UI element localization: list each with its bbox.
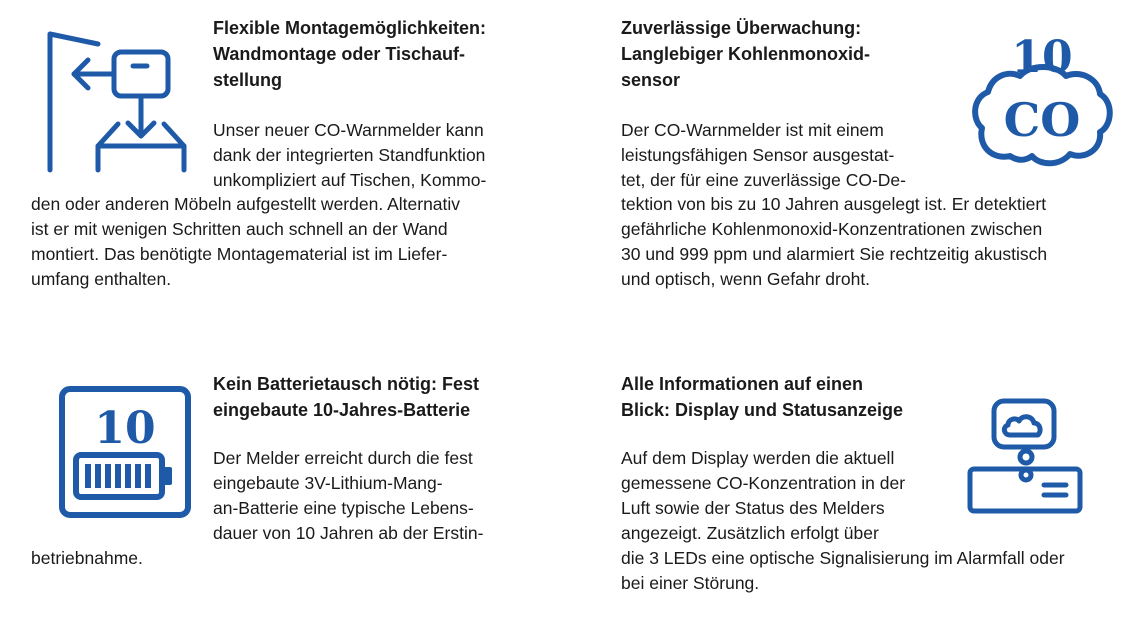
body-line: Auf dem Display werden die aktuell [621, 448, 895, 468]
body-line: tektion von bis zu 10 Jahren ausgelegt ist. Er detektiert [621, 194, 1047, 214]
body-line: tet, der für eine zuverlässige CO-De- [621, 170, 906, 190]
body-line: Unser neuer CO-Warnmelder kann [213, 120, 484, 140]
body-line: Der Melder erreicht durch die fest [213, 448, 473, 468]
section-title-line: Kein Batterietausch nötig: Fest [213, 374, 480, 394]
body-line: die 3 LEDs eine optische Signalisierung im Alarmfall oder [621, 548, 1065, 568]
section-title-line: Alle Informationen auf einen [621, 374, 864, 394]
body-line: und optisch, wenn Gefahr droht. [621, 269, 871, 289]
body-line: ist er mit wenigen Schritten auch schnell an der Wand [31, 219, 448, 239]
section-title-line: Langlebiger Kohlenmonoxid- [621, 44, 871, 64]
co-icon-label: CO [1003, 93, 1081, 147]
body-line: umfang enthalten. [31, 269, 172, 289]
display-status-icon [966, 395, 1086, 517]
body-line: Der CO-Warnmelder ist mit einem [621, 120, 884, 140]
battery-10-years-icon [58, 385, 194, 521]
body-line: unkompliziert auf Tischen, Kommo- [213, 170, 487, 190]
co-cloud-10-icon [970, 28, 1115, 168]
section-title-line: Blick: Display und Statusanzeige [621, 400, 904, 420]
section-title-line: sensor [621, 70, 681, 90]
body-line: gefährliche Kohlenmonoxid-Konzentrationen zwischen [621, 219, 1043, 239]
co-icon-number: 10 [1011, 32, 1073, 83]
section-title-line: eingebaute 10-Jahres-Batterie [213, 400, 471, 420]
body-line: 30 und 999 ppm und alarmiert Sie rechtzeitig akustisch [621, 244, 1048, 264]
battery-icon-number: 10 [94, 403, 156, 454]
body-line: dank der integrierten Standfunktion [213, 145, 486, 165]
body-line: Luft sowie der Status des Melders [621, 498, 885, 518]
body-line: angezeigt. Zusätzlich erfolgt über [621, 523, 879, 543]
body-line: bei einer Störung. [621, 573, 760, 593]
body-line: gemessene CO-Konzentration in der [621, 473, 906, 493]
body-line: an-Batterie eine typische Lebens- [213, 498, 474, 518]
body-line: eingebaute 3V-Lithium-Mang- [213, 473, 443, 493]
section-title-line: Wandmontage oder Tischauf- [213, 44, 466, 64]
body-line: dauer von 10 Jahren ab der Erstin- [213, 523, 484, 543]
section-title-line: stellung [213, 70, 283, 90]
section-title-line: Flexible Montagemöglichkeiten: [213, 18, 487, 38]
body-line: montiert. Das benötigte Montagematerial ist im Liefer- [31, 244, 448, 264]
body-line: den oder anderen Möbeln aufgestellt werden. Alternativ [31, 194, 461, 214]
wall-and-table-mount-icon [44, 28, 194, 178]
body-line: leistungsfähigen Sensor ausgestat- [621, 145, 895, 165]
body-line: betriebnahme. [31, 548, 143, 568]
section-title-line: Zuverlässige Überwachung: [621, 18, 862, 38]
